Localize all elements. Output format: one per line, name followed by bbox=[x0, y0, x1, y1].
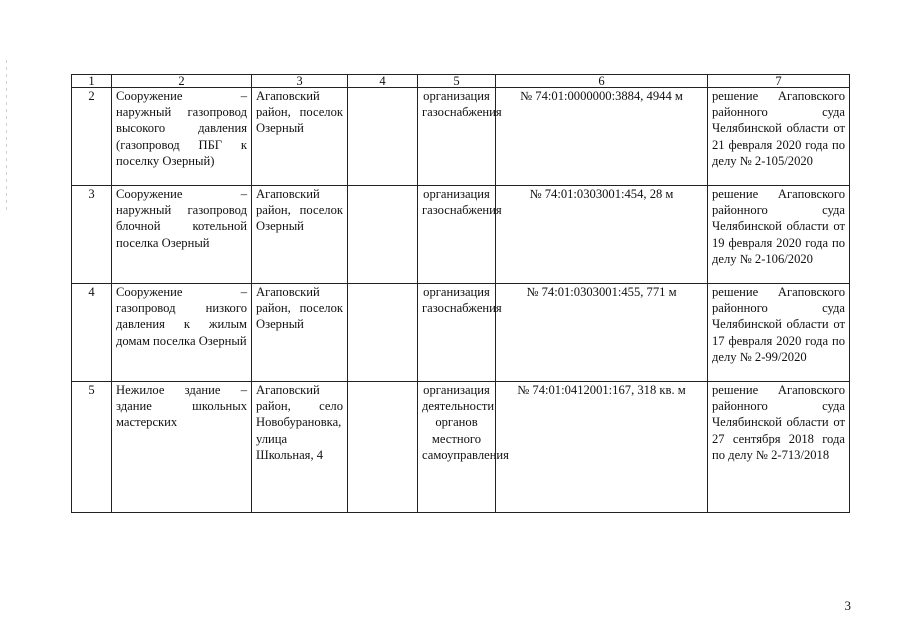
table-row bbox=[72, 88, 850, 186]
organization-type: организация деятельности органов местного самоуправления bbox=[418, 382, 496, 513]
page-number: 3 bbox=[844, 598, 851, 613]
column-number-row bbox=[72, 75, 850, 88]
organization-type: организация газоснабжения bbox=[418, 186, 496, 284]
empty-cell bbox=[348, 382, 418, 513]
row-number: 5 bbox=[72, 382, 112, 513]
empty-cell bbox=[348, 284, 418, 382]
object-name: Сооружение – газопровод низкого давления к жилым домам поселка Озерный bbox=[112, 284, 252, 382]
column-number: 2 bbox=[112, 75, 252, 88]
row-number: 2 bbox=[72, 88, 112, 186]
cadastral-number: № 74:01:0412001:167, 318 кв. м bbox=[496, 382, 708, 513]
object-name: Нежилое здание – здание школьных мастерских bbox=[112, 382, 252, 513]
row-number: 4 bbox=[72, 284, 112, 382]
legal-basis: решение Агаповского районного суда Челябинской области от 21 февраля 2020 года по делу № 2-105/2020 bbox=[708, 88, 850, 186]
table-row bbox=[72, 186, 850, 284]
object-location: Агаповский район, поселок Озерный bbox=[252, 186, 348, 284]
object-name: Сооружение – наружный газопровод блочной котельной поселка Озерный bbox=[112, 186, 252, 284]
column-number: 1 bbox=[72, 75, 112, 88]
object-location: Агаповский район, село Новобурановка, улица Школьная, 4 bbox=[252, 382, 348, 513]
cadastral-number: № 74:01:0303001:455, 771 м bbox=[496, 284, 708, 382]
column-number: 3 bbox=[252, 75, 348, 88]
column-number: 7 bbox=[708, 75, 850, 88]
organization-type: организация газоснабжения bbox=[418, 88, 496, 186]
scan-edge-mark bbox=[6, 60, 7, 210]
legal-basis: решение Агаповского районного суда Челябинской области от 17 февраля 2020 года по делу № 2-99/2020 bbox=[708, 284, 850, 382]
table-row bbox=[72, 382, 850, 513]
column-number: 6 bbox=[496, 75, 708, 88]
cadastral-number: № 74:01:0303001:454, 28 м bbox=[496, 186, 708, 284]
column-number: 4 bbox=[348, 75, 418, 88]
organization-type: организация газоснабжения bbox=[418, 284, 496, 382]
object-location: Агаповский район, поселок Озерный bbox=[252, 284, 348, 382]
table-row bbox=[72, 284, 850, 382]
legal-basis: решение Агаповского районного суда Челябинской области от 27 сентября 2018 года по делу № 2-713/2018 bbox=[708, 382, 850, 513]
legal-basis: решение Агаповского районного суда Челябинской области от 19 февраля 2020 года по делу № 2-106/2020 bbox=[708, 186, 850, 284]
object-location: Агаповский район, поселок Озерный bbox=[252, 88, 348, 186]
empty-cell bbox=[348, 88, 418, 186]
cadastral-number: № 74:01:0000000:3884, 4944 м bbox=[496, 88, 708, 186]
column-number: 5 bbox=[418, 75, 496, 88]
row-number: 3 bbox=[72, 186, 112, 284]
object-name: Сооружение – наружный газопровод высокого давления (газопровод ПБГ к поселку Озерный) bbox=[112, 88, 252, 186]
empty-cell bbox=[348, 186, 418, 284]
property-registry-table bbox=[71, 74, 850, 513]
